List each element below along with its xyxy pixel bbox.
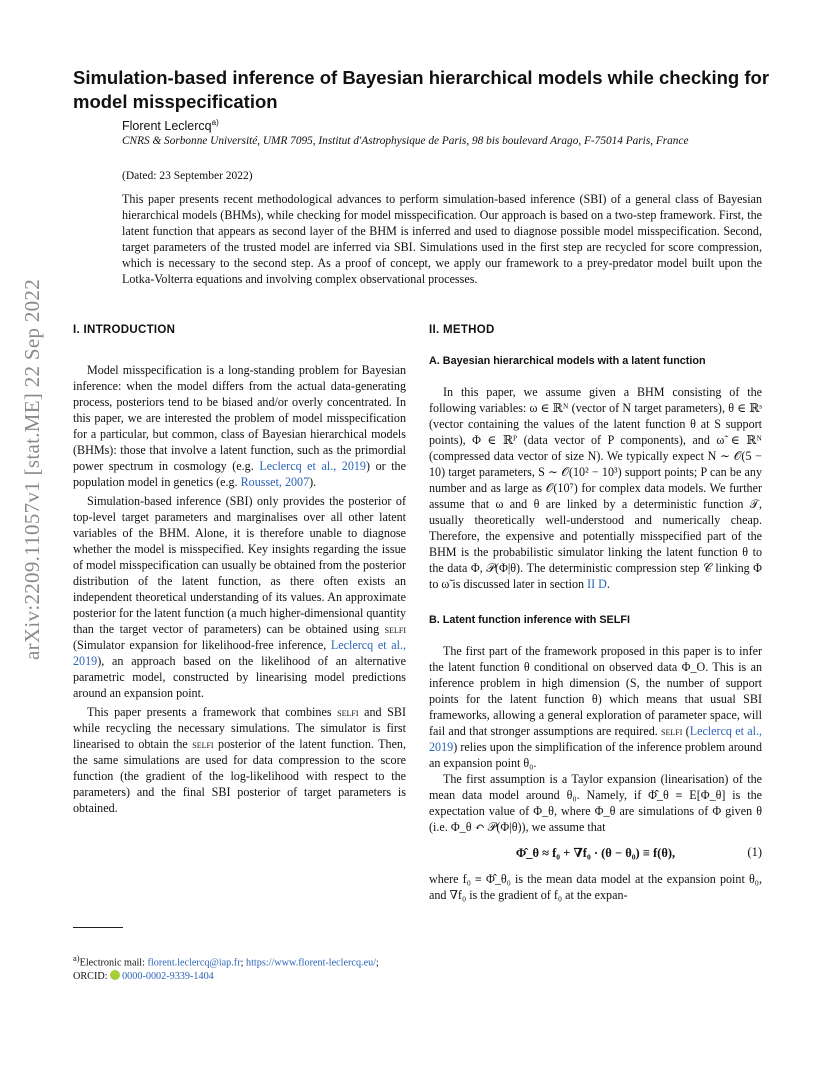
author-footnote-mark: a) [211,118,219,127]
intro-p3-text-a: This paper presents a framework that combines [87,705,338,719]
orcid-link[interactable]: 0000-0002-9339-1404 [122,971,214,983]
equation-1 [429,845,762,861]
email-link[interactable]: florent.leclercq@iap.fr [147,957,241,969]
section-reference-link[interactable]: II D [587,577,607,591]
citation-link[interactable]: Leclercq et al., 2019 [429,724,763,754]
affiliation: CNRS & Sorbonne Université, UMR 7095, Institut d'Astrophysique de Paris, 98 bis boulevard Arago, F-75014 Paris, France [122,135,689,147]
intro-paragraph-1 [73,362,406,490]
method-b-paragraph-2: The first assumption is a Taylor expansion (linearisation) of the mean data model around θ₀. Namely, if Φ̂_θ ≡ E[Φ_θ] is the expectation value of Φ_θ, where Φ_θ are simulations of Φ given θ (i.e. Φ_θ ↶ 𝒫(Φ|θ)), we assume that [429,772,762,834]
subB-text-a: The first part of the framework proposed in this paper is to infer the latent function θ conditional on observed data Φ_O. This is an inference problem in high dimension (S, the number of support points for the latent function θ) which means that usual SBI frameworks, allowing a general exploration of parameter space, will fail and that stronger assumptions are required. [429,644,762,738]
footnote-orcid-label: ; ORCID: [73,957,379,983]
subA-text-a: In this paper, we assume given a BHM consisting of the following variables: ω ∈ ℝᴺ (vector of N target parameters), θ ∈ ℝˢ (vector containing the values of the latent function θ at S support points), Φ ∈ ℝᴾ (data vector of P components), and ω̃ ∈ ℝᴺ (compressed data vector of size N). We typically expect N ∼ 𝒪(5 − 10) target parameters, S ∼ 𝒪(10² − 10³) support points; P can be any number and as large as 𝒪(10⁷) for complex data models. We further assume that ω and θ are linked by a deterministic function 𝒯, usually theoretically well-understood and numerically cheap. Therefore, the expensive and potentially misspecified part of the BHM is the probabilistic simulator linking the latent function θ to the data Φ, 𝒫(Φ|θ). The deterministic compression step 𝒞 linking Φ to ω̃ is discussed later in section [429,385,762,591]
homepage-link[interactable]: https://www.florent-leclercq.eu/ [246,957,377,969]
author-line [122,118,219,133]
intro-paragraph-3 [73,704,406,816]
left-column [73,324,406,816]
intro-p2-text-c: ), an approach based on the likelihood of an alternative parametric model, constructed by linearising model predictions around an expansion point. [73,654,406,700]
section-heading-method: II. METHOD [429,324,495,336]
intro-p1-text-c: ). [309,475,317,489]
subsection-heading-a: A. Bayesian hierarchical models with a latent function [429,355,706,367]
citation-link[interactable]: Leclercq et al., 2019 [73,638,406,668]
intro-p2-text-b: (Simulator expansion for likelihood-free inference, [73,638,331,652]
method-a-paragraph-1 [429,384,762,592]
footnote-label: Electronic mail: [79,957,145,969]
paper-title: Simulation-based inference of Bayesian hierarchical models while checking for model misspecification [73,67,770,112]
intro-p2-text-a: Simulation-based inference (SBI) only provides the posterior of top-level target parameters and marginalises over all other latent variables of the BHM. Alone, it is therefore unable to diagnose whether the model is misspecified. Key insights regarding the issue of model misspecification can usually be obtained from the posterior distribution of the latent function, as there often exists an independent theoretical understanding of its values. An approximate posterior for the latent function (a much higher-dimensional quantity than the target vector of parameters) can be obtained using [73,494,406,636]
method-b-paragraph-1 [429,643,762,771]
intro-p3-text-b: and SBI while recycling the necessary simulations. The simulator is first linearised to obtain the [73,705,406,751]
footnote-mark: a) [73,953,80,963]
equation-body: Φ̂_θ ≈ f₀ + ∇f₀ · (θ − θ₀) ≡ f(θ), [515,846,676,860]
footnote [73,951,406,984]
subB-text-b: ) relies upon the simplification of the inference problem around an expansion point θ₀. [429,740,762,770]
intro-p3-text-c: posterior of the latent function. Then, the same simulations are used for data compression to the score function (the gradient of the log-likelihood with respect to the parameters) and the final SBI posterior of target parameters is obtained. [73,737,407,815]
intro-p1-text-b: ) or the population model in genetics (e.g. [73,459,406,489]
orcid-icon [110,970,120,980]
subA-text-b: . [606,577,610,591]
arxiv-identifier-stamp: arXiv:2209.11057v1 [stat.ME] 22 Sep 2022 [20,278,44,660]
equation-number: (1) [747,845,762,859]
selfi-term: selfi [661,724,683,738]
selfi-term: selfi [337,705,359,719]
dated-line: (Dated: 23 September 2022) [122,170,253,182]
citation-link[interactable]: Rousset, 2007 [240,475,310,489]
right-column [429,324,762,903]
subsection-heading-b: B. Latent function inference with SELFI [429,614,630,626]
footnote-separator: ; [240,957,246,969]
abstract: This paper presents recent methodological advances to perform simulation-based inference (SBI) of a general class of Bayesian hierarchical models (BHMs), while checking for model misspecification. Our approach is based on a two-step framework. First, the latent function that appears as second layer of the BHM is inferred and used to diagnose possible model misspecification. Second, target parameters of the trusted model are inferred via SBI. Simulations used in the first step are recycled for score compression, which is necessary to the second step. As a proof of concept, we apply our framework to a prey-predator model built upon the Lotka-Volterra equations and involving complex observational processes. [122,192,762,286]
section-heading-introduction: I. INTRODUCTION [73,324,176,336]
selfi-term: selfi [192,737,214,751]
author-name: Florent Leclercq [122,119,212,134]
selfi-term: selfi [384,622,406,636]
intro-paragraph-2 [73,493,406,701]
subB-text-space: ( [682,724,690,738]
intro-p1-text-a: Model misspecification is a long-standing problem for Bayesian inference: when the model differs from the actual data-generating process, posteriors tend to be biased and/or overly concentrated. In this paper, we are interested the problem of model misspecification for a particular, but common, class of Bayesian hierarchical models (BHMs): those that involve a latent function, such as the primordial power spectrum in cosmology (e.g. [73,363,406,473]
footnote-rule [73,927,123,928]
method-b-paragraph-3: where f₀ ≡ Φ̂_θ₀ is the mean data model at the expansion point θ₀, and ∇f₀ is the gradient of f₀ at the expan- [429,872,762,902]
citation-link[interactable]: Leclercq et al., 2019 [259,459,366,473]
